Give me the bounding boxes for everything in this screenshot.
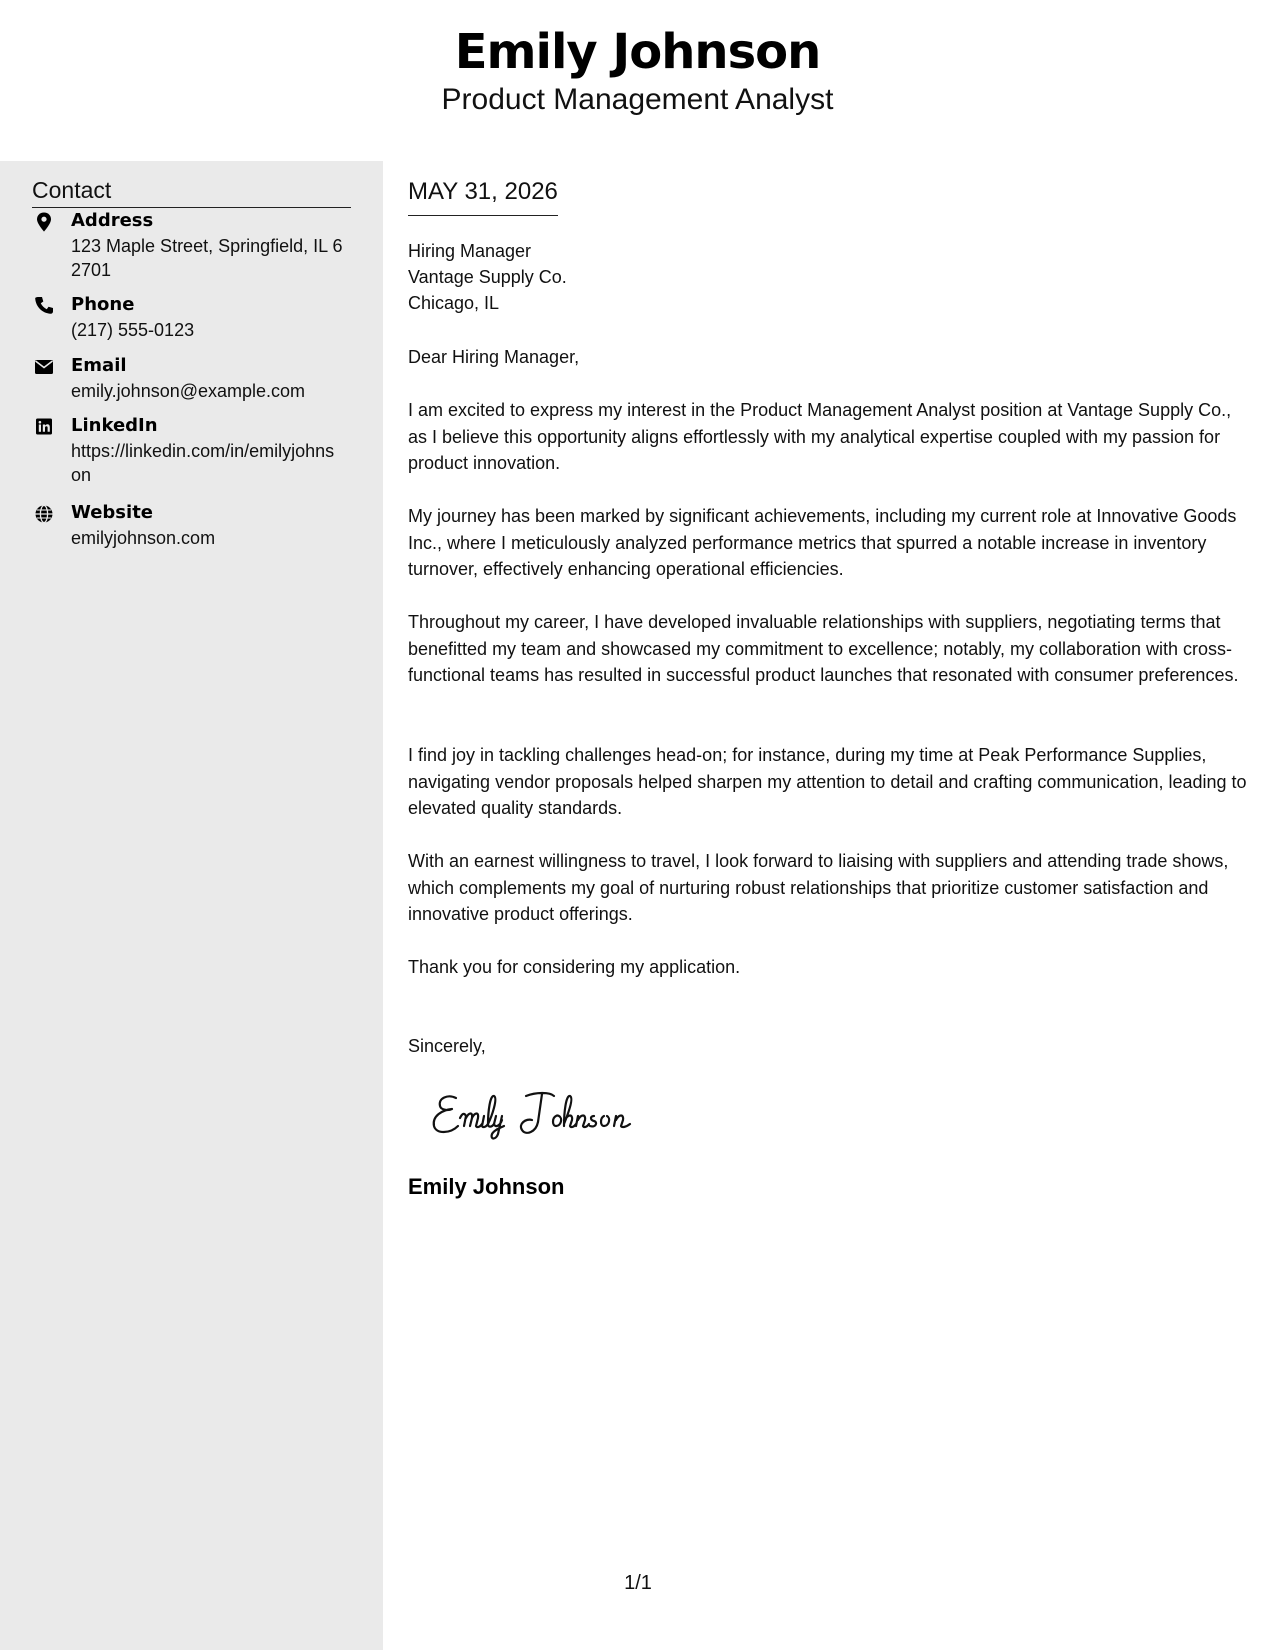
recipient-block xyxy=(408,238,567,316)
phone-icon xyxy=(32,295,56,317)
linkedin-icon xyxy=(32,416,56,438)
recipient-line: Vantage Supply Co. xyxy=(408,267,567,287)
phone-label: Phone xyxy=(71,294,135,315)
linkedin-label: LinkedIn xyxy=(71,415,158,436)
map-pin-icon xyxy=(32,211,56,233)
applicant-title: Product Management Analyst xyxy=(441,83,834,116)
signer-name: Emily Johnson xyxy=(408,1174,565,1199)
envelope-icon xyxy=(32,356,56,378)
body-paragraph: Throughout my career, I have developed invaluable relationships with suppliers, negotiating terms that benefitted my team and showcased my commitment to excellence; notably, my collaboration with cross-functional teams has resulted in successful product launches that resonated with consumer preferences. xyxy=(408,612,1239,685)
phone-value: (217) 555-0123 xyxy=(71,320,195,340)
recipient-line: Hiring Manager xyxy=(408,241,532,261)
email-label: Email xyxy=(71,355,127,376)
contact-sidebar xyxy=(0,161,383,1650)
body-paragraph: I am excited to express my interest in the Product Management Analyst position at Vantage Supply Co., as I believe this opportunity aligns effortlessly with my analytical expertise coupled with my passion for product innovation. xyxy=(408,400,1232,473)
handwritten-signature xyxy=(426,1082,666,1142)
website-label: Website xyxy=(71,502,154,523)
letter-header xyxy=(0,0,1275,161)
linkedin-value[interactable]: https://linkedin.com/in/emilyjohnson xyxy=(71,441,335,485)
contact-heading: Contact xyxy=(32,175,351,208)
salutation: Dear Hiring Manager, xyxy=(408,347,580,367)
website-value[interactable]: emilyjohnson.com xyxy=(71,528,216,548)
address-value: 123 Maple Street, Springfield, IL 62701 xyxy=(71,236,343,280)
applicant-name: Emily Johnson xyxy=(454,24,821,80)
closing-line: Thank you for considering my application. xyxy=(408,957,741,977)
globe-icon xyxy=(32,503,56,525)
sign-off: Sincerely, xyxy=(408,1036,486,1056)
body-paragraph: I find joy in tackling challenges head-on; for instance, during my time at Peak Performance Supplies, navigating vendor proposals helped sharpen my attention to detail and crafting communication, leading to elevated quality standards. xyxy=(408,745,1247,818)
email-value[interactable]: emily.johnson@example.com xyxy=(71,381,306,401)
recipient-line: Chicago, IL xyxy=(408,293,500,313)
page-number: 1/1 xyxy=(624,1572,652,1594)
letter-date: MAY 31, 2026 xyxy=(408,177,558,216)
address-label: Address xyxy=(71,210,154,231)
body-paragraph: With an earnest willingness to travel, I look forward to liaising with suppliers and attending trade shows, which complements my goal of nurturing robust relationships that prioritize customer satisfaction and innovative product offerings. xyxy=(408,851,1229,924)
body-paragraph: My journey has been marked by significant achievements, including my current role at Innovative Goods Inc., where I meticulously analyzed performance metrics that spurred a notable increase in inventory turnover, effectively enhancing operational efficiencies. xyxy=(408,506,1237,579)
